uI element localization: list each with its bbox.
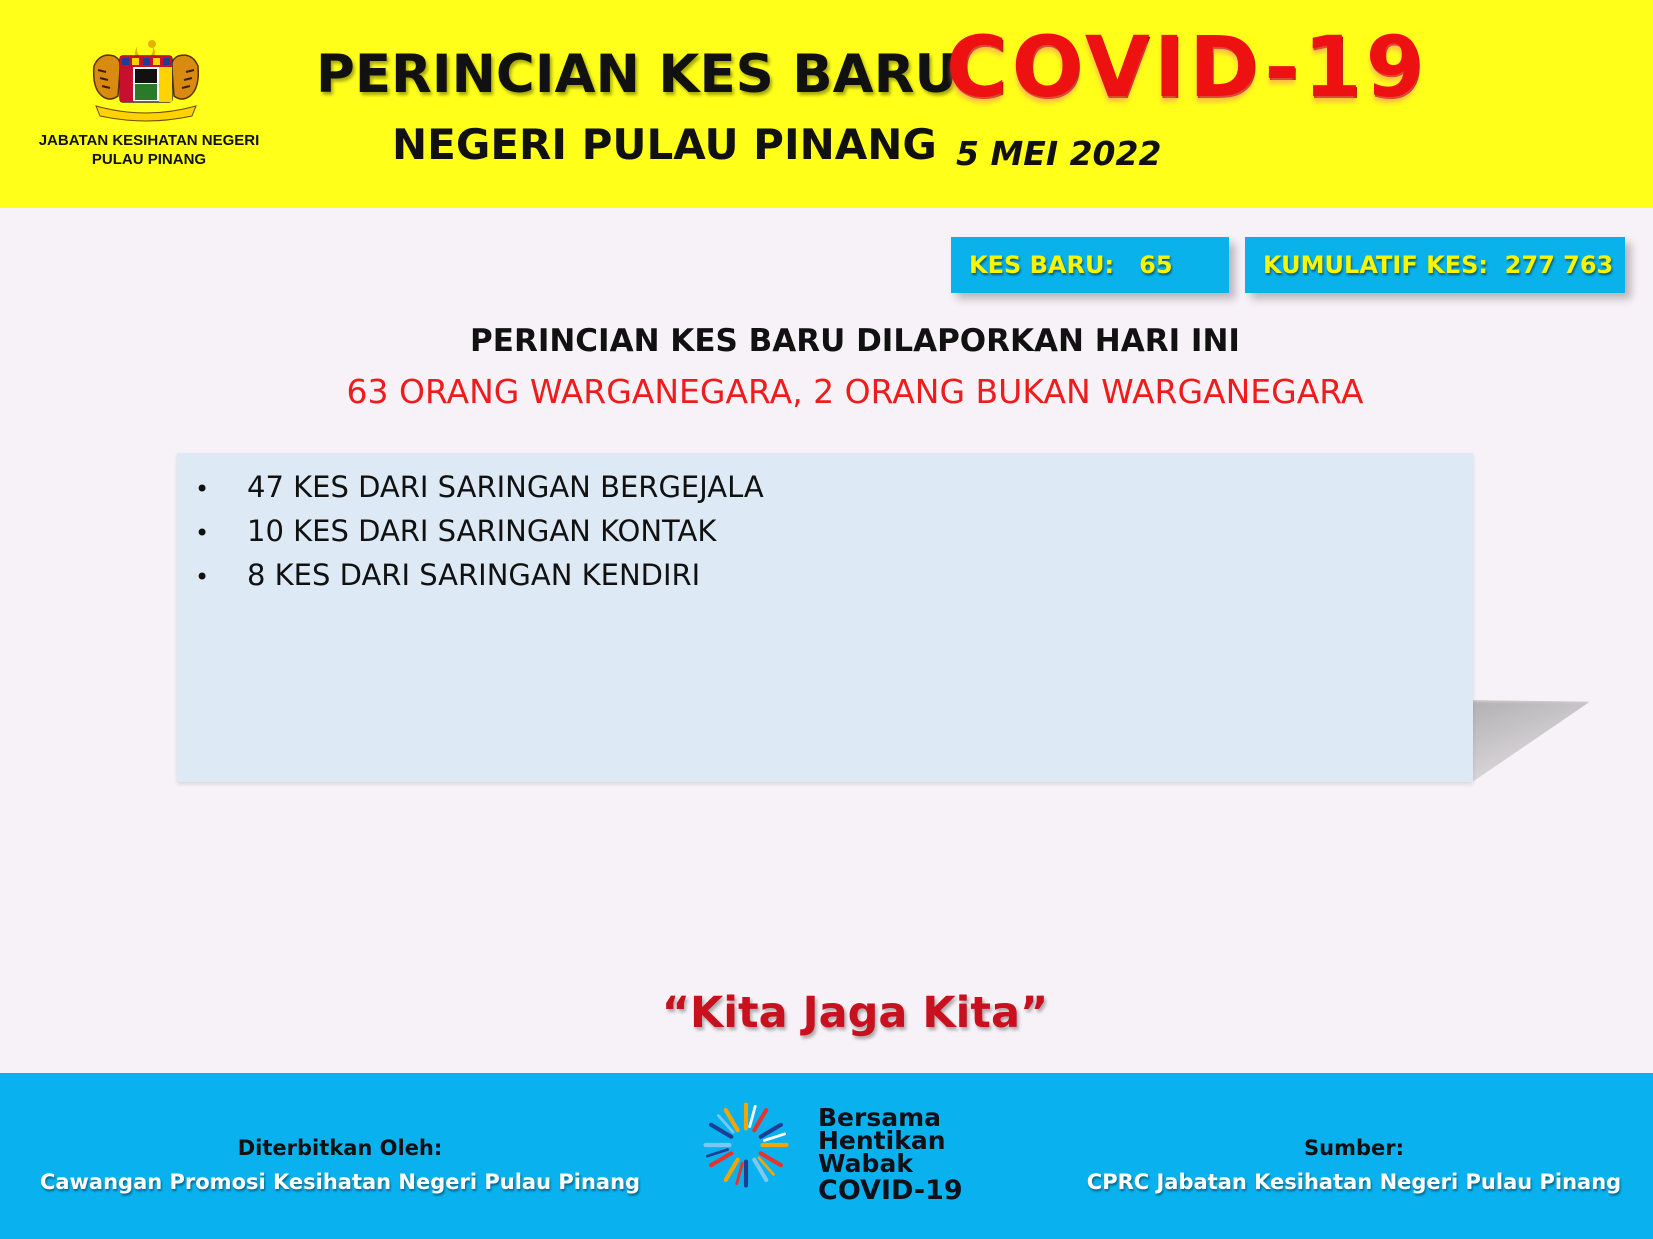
state-title: NEGERI PULAU PINANG xyxy=(392,120,937,169)
publisher-org: Cawangan Promosi Kesihatan Negeri Pulau Pinang xyxy=(39,1170,641,1194)
list-item-text: 10 KES DARI SARINGAN KONTAK xyxy=(247,514,717,548)
campaign-line-1: Bersama xyxy=(818,1103,942,1132)
campaign-line-3: Wabak xyxy=(818,1149,913,1178)
new-cases-box xyxy=(951,237,1229,293)
list-item xyxy=(195,555,764,599)
agency-line-1: JABATAN KESIHATAN NEGERI xyxy=(38,132,260,149)
agency-name xyxy=(20,131,278,169)
list-item-text: 8 KES DARI SARINGAN KENDIRI xyxy=(247,558,701,592)
source-block xyxy=(1084,1131,1624,1199)
case-source-list xyxy=(195,467,764,599)
bullet-icon: • xyxy=(195,563,210,591)
list-item-text: 47 KES DARI SARINGAN BERGEJALA xyxy=(247,470,764,504)
page-title: PERINCIAN KES BARU xyxy=(316,44,958,105)
cumulative-cases-value: KUMULATIF KES: 277 763 xyxy=(1263,251,1614,279)
source-org: CPRC Jabatan Kesihatan Negeri Pulau Pinang xyxy=(1086,1170,1622,1194)
cumulative-cases-box xyxy=(1245,237,1625,293)
covid-title: COVID-19 xyxy=(946,18,1429,116)
campaign-burst-logo-icon xyxy=(700,1099,792,1191)
publisher-label: Diterbitkan Oleh: xyxy=(237,1136,443,1160)
list-item xyxy=(195,467,764,511)
bullet-icon: • xyxy=(195,475,210,503)
coat-of-arms-icon xyxy=(86,36,206,124)
list-item xyxy=(195,511,764,555)
campaign-line-2: Hentikan xyxy=(818,1126,946,1155)
slogan: “Kita Jaga Kita” xyxy=(661,988,1049,1038)
details-panel xyxy=(177,453,1473,782)
panel-shadow xyxy=(1470,700,1590,782)
campaign-line-4: COVID-19 xyxy=(818,1175,963,1206)
details-subheading: 63 ORANG WARGANEGARA, 2 ORANG BUKAN WARGANEGARA xyxy=(346,372,1364,411)
report-date: 5 MEI 2022 xyxy=(956,134,1162,173)
campaign-text xyxy=(818,1103,963,1207)
bullet-icon: • xyxy=(195,519,210,547)
source-label: Sumber: xyxy=(1304,1136,1404,1160)
footer-banner xyxy=(0,1073,1653,1239)
new-cases-value: KES BARU: 65 xyxy=(969,251,1173,279)
header-banner xyxy=(0,0,1653,208)
agency-line-2: PULAU PINANG xyxy=(91,151,207,168)
details-heading: PERINCIAN KES BARU DILAPORKAN HARI INI xyxy=(470,323,1240,359)
publisher-block xyxy=(34,1131,646,1199)
